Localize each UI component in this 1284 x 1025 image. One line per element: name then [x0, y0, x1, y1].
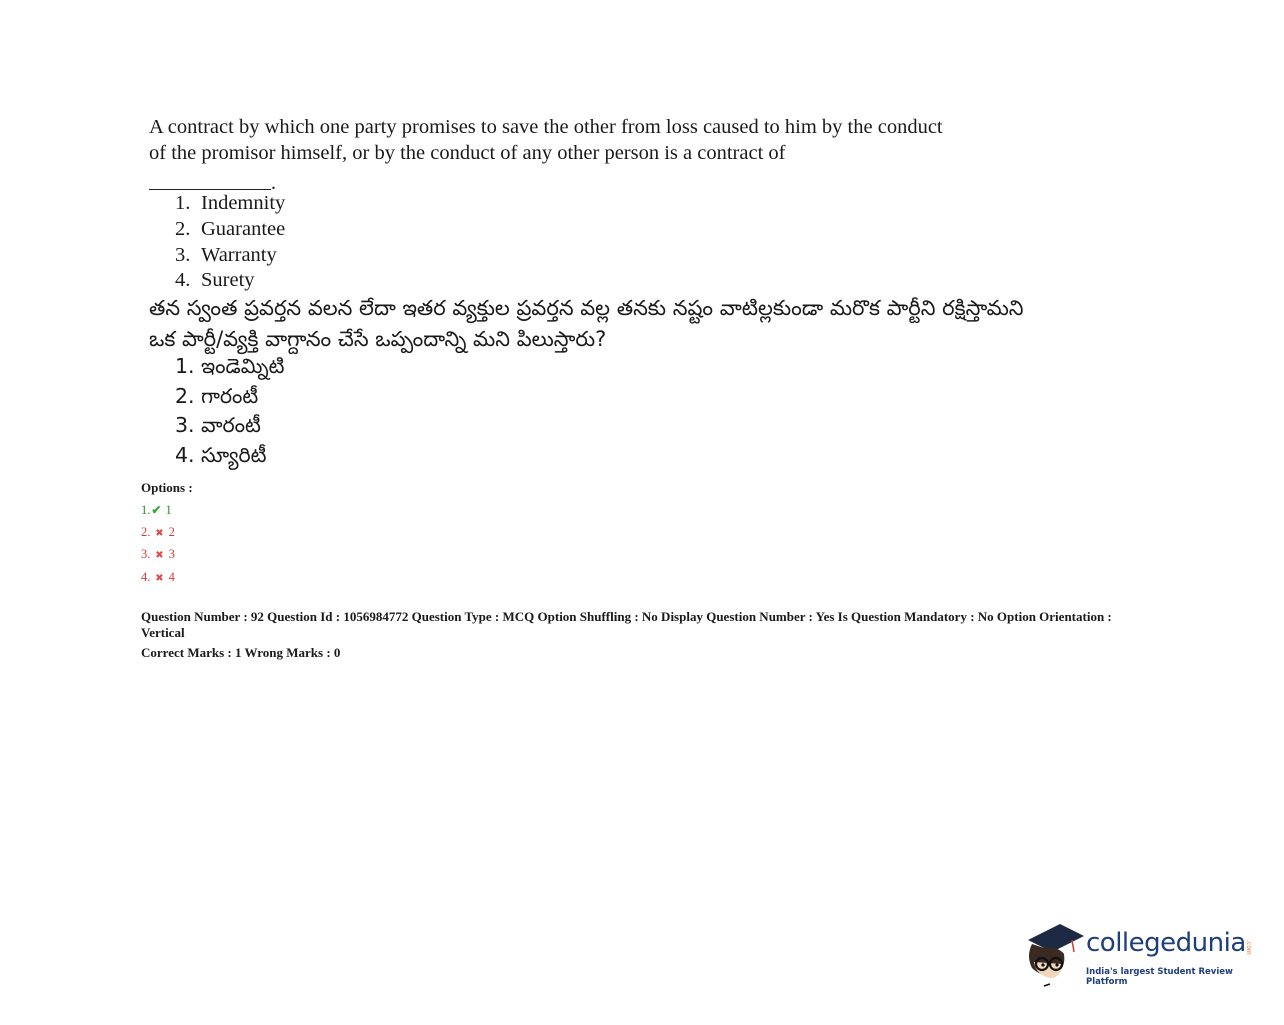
answer-number: 1. — [141, 503, 151, 517]
brand-name: collegedunia — [1086, 928, 1246, 958]
option-label: స్యూరిటీ — [201, 442, 267, 467]
answer-value: 4 — [168, 569, 175, 584]
answer-number: 3. — [141, 547, 151, 561]
collegedunia-logo — [1022, 918, 1262, 988]
answer-options-list — [141, 500, 175, 589]
blank-suffix: . — [271, 172, 276, 194]
option-number: 1. — [175, 192, 191, 214]
option-number: 4. — [175, 269, 191, 292]
cross-icon: ✖ — [155, 550, 164, 561]
telugu-option — [175, 352, 284, 382]
option-label: Guarantee — [201, 217, 286, 240]
option-label: గారంటీ — [201, 383, 259, 408]
option-number: 3. — [175, 413, 195, 437]
answer-option-correct — [141, 500, 175, 522]
telugu-option — [175, 441, 284, 471]
blank-rule — [149, 189, 271, 190]
option-label: వారంటీ — [201, 413, 261, 437]
option-number: 4. — [175, 442, 195, 467]
telugu-option — [175, 411, 284, 441]
question-text-telugu: తన స్వంత ప్రవర్తన వలన లేదా ఇతర వ్యక్తుల ప్రవర్తన వల్ల తనకు నష్టం వాటిల్లకుండా మరొక పార్టీని రక్షిస్తామని ఒక పార్టీ/వ్యక్తి వాగ్దానం చేసే ఒప్పందాన్ని మని పిలుస్తారు? — [149, 296, 1024, 351]
answer-value: 1 — [165, 503, 172, 517]
english-option — [175, 217, 285, 243]
answer-number: 4. — [141, 569, 151, 584]
answer-value: 2 — [168, 524, 175, 539]
question-text-english: A contract by which one party promises to save the other from loss caused to him by the conduct of the promisor himself, or by the conduct of any other person is a contract of — [149, 116, 943, 164]
option-number: 2. — [175, 383, 195, 408]
options-heading: Options : — [141, 480, 193, 495]
question-metadata: Question Number : 92 Question Id : 1056984772 Question Type : MCQ Option Shuffling : No Display Question Number : Yes Is Question Mandatory : No Option Orientation : Vertical — [141, 609, 1112, 640]
option-label: Warranty — [201, 243, 277, 266]
answer-option-wrong — [141, 522, 175, 545]
english-option — [175, 243, 285, 269]
mascot-icon — [1022, 918, 1084, 988]
answer-option-wrong — [141, 544, 175, 567]
check-icon: ✔ — [151, 503, 162, 517]
cross-icon: ✖ — [155, 527, 164, 539]
brand-domain-suffix: .com — [1245, 940, 1252, 955]
english-option — [175, 268, 285, 294]
answer-blank — [149, 172, 276, 194]
answer-number: 2. — [141, 524, 151, 539]
option-number: 2. — [175, 217, 191, 240]
english-options-list — [175, 191, 285, 294]
answer-option-wrong — [141, 567, 175, 590]
english-option — [175, 191, 285, 217]
marks-info: Correct Marks : 1 Wrong Marks : 0 — [141, 645, 341, 660]
telugu-option — [175, 382, 284, 412]
brand-tagline: India's largest Student Review Platform — [1086, 967, 1233, 987]
option-label: ఇండెమ్నిటి — [201, 354, 285, 378]
option-number: 3. — [175, 243, 191, 266]
option-label: Surety — [201, 269, 255, 292]
option-number: 1. — [175, 354, 195, 378]
telugu-options-list — [175, 352, 284, 470]
answer-value: 3 — [168, 547, 175, 561]
option-label: Indemnity — [201, 192, 286, 214]
cross-icon: ✖ — [155, 572, 164, 584]
